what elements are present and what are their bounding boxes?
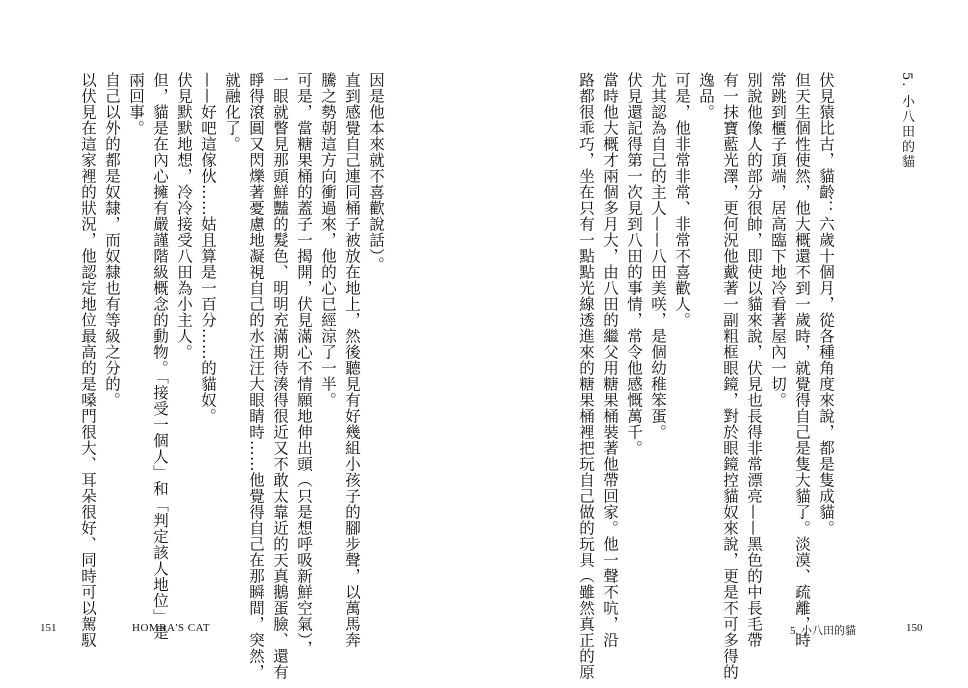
text-line: 伏見猿比古，貓齡：六歲十個月，從各種角度來說，都是隻成貓。 bbox=[817, 72, 835, 536]
right-footer-title: 5. 小八田的貓 bbox=[790, 625, 856, 637]
right-page-number: 150 bbox=[906, 622, 923, 634]
text-line: 常跳到櫃子頂端，居高臨下地冷看著屋內一切。 bbox=[769, 72, 787, 408]
text-line: 睜得滾圓又閃爍著憂慮地凝視自己的水汪汪大眼睛時……他覺得自己在那瞬間，突然， bbox=[247, 72, 265, 680]
text-line: 路都很乖巧，坐在只有一點點光線透進來的糖果桶裡把玩自己做的玩具（雖然真正的原 bbox=[577, 72, 595, 680]
text-line: 伏見還記得第一次見到八田的事情，常令他感慨萬千。 bbox=[625, 72, 643, 456]
text-line: 可是，當糖果桶的蓋子一揭開，伏見滿心不情願地伸出頭（只是想呼吸新鮮空氣）， bbox=[295, 72, 313, 657]
text-line: 可是，他非常非常、非常不喜歡人。 bbox=[673, 72, 691, 328]
text-line: 自己以外的都是奴隸，而奴隸也有等級之分的。 bbox=[103, 72, 121, 408]
text-line: ——好吧這傢伙……姑且算是一百分……的貓奴。 bbox=[199, 72, 217, 424]
right-page bbox=[484, 0, 968, 688]
text-line: 但，貓是在內心擁有嚴謹階級概念的動物。「接受一個人」和「判定該人地位」是 bbox=[151, 72, 169, 641]
text-line: 別說他像人的部分很帥，即使以貓來說，伏見也長得非常漂亮——黑色的中長毛帶 bbox=[745, 72, 763, 648]
text-line: 以伏見在這家裡的狀況，他認定地位最高的是嗓門很大、耳朵很好、同時可以駕馭 bbox=[79, 72, 97, 648]
text-line: 兩回事。 bbox=[127, 72, 145, 136]
text-line: 騰之勢朝這方向衝過來，他的心已經涼了一半。 bbox=[319, 72, 337, 408]
text-line: 因是他本來就不喜歡說話）。 bbox=[367, 72, 385, 273]
text-line: 尤其認為自己的主人——八田美咲，是個幼稚笨蛋。 bbox=[649, 72, 667, 440]
text-line: 一眼就瞥見那頭鮮豔的髮色、明明充滿期待湊得很近又不敢太靠近的天真鵝蛋臉、還有 bbox=[271, 72, 289, 680]
left-footer-title: HOMRA'S CAT bbox=[132, 622, 211, 634]
running-header: 5. 小八田的貓 bbox=[899, 72, 914, 170]
text-line: 直到感覺自己連同桶子被放在地上，然後聽見有好幾組小孩子的腳步聲，以萬馬奔 bbox=[343, 72, 361, 648]
text-line: 當時他大概才兩個多月大，由八田的繼父用糖果桶裝著他帶回家。他一聲不吭，沿 bbox=[601, 72, 619, 648]
text-line: 有一抹寶藍光澤，更何況他戴著一副粗框眼鏡，對於眼鏡控貓奴來說，更是不可多得的 bbox=[721, 72, 739, 680]
left-page-number: 151 bbox=[40, 622, 57, 634]
text-line: 伏見默默地想，冷冷接受八田為小主人。 bbox=[175, 72, 193, 360]
text-line: 逸品。 bbox=[697, 72, 715, 120]
text-line: 但天生個性使然，他大概還不到一歲時，就覺得自己是隻大貓了。淡漠、疏離，時 bbox=[793, 72, 811, 648]
text-line: 就融化了。 bbox=[223, 72, 241, 152]
